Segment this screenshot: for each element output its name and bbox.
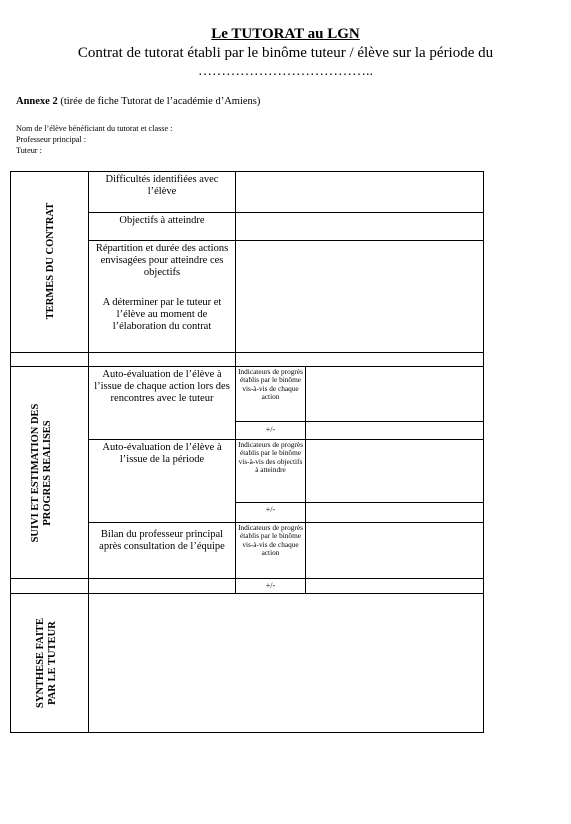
section-synthese-line2: PAR LE TUTEUR	[47, 621, 58, 705]
autoevaluation-periode-cell: Auto-évaluation de l’élève à l’issue de la période	[102, 442, 222, 465]
section-synthese-line1: SYNTHESE FAITE	[35, 618, 46, 708]
plus-minus-1: +/-	[265, 425, 276, 434]
plus-minus-3: +/-	[265, 581, 276, 590]
section-suivi-line2: PROGRES REALISES	[42, 420, 53, 526]
section-suivi-line1: SUIVI ET ESTIMATION DES	[30, 403, 41, 543]
section-suivi-label	[30, 373, 56, 573]
tutor-field: Tuteur :	[16, 146, 42, 155]
repartition-cell: Répartition et durée des actions envisagées pour atteindre ces objectifs	[95, 243, 229, 278]
indicateurs-action-cell: Indicateurs de progrès établis par le binôme vis-à-vis de chaque action	[238, 367, 303, 402]
bilan-professeur-cell: Bilan du professeur principal après consultation de l’équipe	[99, 529, 225, 552]
autoevaluation-action-cell: Auto-évaluation de l’élève à l’issue de chaque action lors des rencontres avec le tuteur	[94, 369, 230, 404]
page-subtitle: Contrat de tutorat établi par le binôme tuteur / élève sur la période du	[77, 45, 494, 61]
plus-minus-2: +/-	[265, 505, 276, 514]
section-termes-label: TERMES DU CONTRAT	[45, 202, 56, 320]
student-field: Nom de l’élève bénéficiant du tutorat et classe :	[16, 124, 173, 133]
difficultes-cell: Difficultés identifiées avec l’élève	[105, 174, 219, 197]
determiner-cell: A déterminer par le tuteur et l’élève au moment de l’élaboration du contrat	[102, 297, 222, 332]
indicateurs-objectifs-cell: Indicateurs de progrès établis par le binôme vis-à-vis des objectifs à atteindre	[238, 440, 303, 475]
indicateurs-bilan-cell: Indicateurs de progrès établis par le binôme vis-à-vis de chaque action	[238, 523, 303, 558]
section-synthese-label	[35, 598, 61, 728]
objectifs-cell: Objectifs à atteindre	[119, 215, 205, 226]
annexe-line	[16, 96, 260, 107]
annexe-label: Annexe 2	[16, 96, 58, 107]
annexe-text: (tirée de fiche Tutorat de l’académie d’Amiens)	[57, 96, 261, 107]
period-dots: ………………………………..	[198, 64, 373, 79]
page-title: Le TUTORAT au LGN	[211, 26, 360, 42]
teacher-field: Professeur principal :	[16, 135, 87, 144]
